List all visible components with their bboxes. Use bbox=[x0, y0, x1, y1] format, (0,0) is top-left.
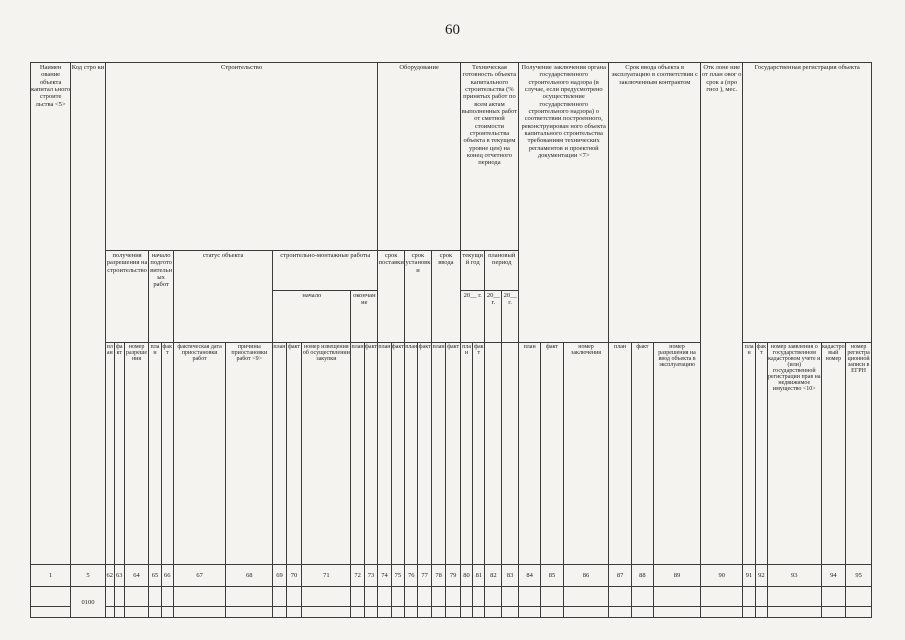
data-cell bbox=[351, 587, 364, 607]
tail-cell bbox=[446, 607, 461, 618]
column-number-cell: 73 bbox=[364, 565, 378, 587]
column-number-cell: 62 bbox=[105, 565, 114, 587]
column-number-cell: 95 bbox=[846, 565, 872, 587]
data-cell bbox=[563, 587, 609, 607]
column-number-cell: 90 bbox=[700, 565, 742, 587]
leaf-commissioning-plan: план bbox=[609, 343, 631, 565]
leaf-registration-fact: факт bbox=[755, 343, 767, 565]
data-cell bbox=[541, 587, 563, 607]
header-object-status: статус объекта bbox=[173, 251, 272, 343]
column-number-cell: 64 bbox=[124, 565, 149, 587]
leaf-delivery-fact: факт bbox=[391, 343, 404, 565]
header-row-code: Код стро ки bbox=[71, 63, 106, 565]
data-cell bbox=[31, 587, 71, 607]
column-number-cell: 92 bbox=[755, 565, 767, 587]
leaf-eq-commission-plan: план bbox=[431, 343, 446, 565]
data-cell bbox=[485, 587, 502, 607]
report-table bbox=[30, 62, 872, 618]
column-number-cell: 70 bbox=[286, 565, 302, 587]
leaf-works-start-fact: факт bbox=[286, 343, 302, 565]
header-installation-term: срок установки bbox=[405, 251, 432, 343]
tail-cell bbox=[302, 607, 351, 618]
header-current-year: текущий год bbox=[460, 251, 485, 291]
leaf-permit-fact: факт bbox=[114, 343, 124, 565]
column-number-cell: 94 bbox=[821, 565, 846, 587]
data-cell bbox=[821, 587, 846, 607]
tail-cell bbox=[502, 607, 519, 618]
tail-cell bbox=[226, 607, 273, 618]
tail-cell bbox=[609, 607, 631, 618]
column-number-cell: 91 bbox=[743, 565, 755, 587]
data-cell bbox=[502, 587, 519, 607]
column-number-cell: 67 bbox=[173, 565, 225, 587]
tail-cell bbox=[149, 607, 161, 618]
column-number-cell: 74 bbox=[378, 565, 391, 587]
data-cell bbox=[609, 587, 631, 607]
column-number-cell: 88 bbox=[631, 565, 653, 587]
leaf-permit-number: номер разрешения bbox=[124, 343, 149, 565]
column-number-cell: 80 bbox=[460, 565, 472, 587]
column-number-cell: 83 bbox=[502, 565, 519, 587]
column-number-cell: 65 bbox=[149, 565, 161, 587]
data-cell bbox=[846, 587, 872, 607]
column-number-cell: 63 bbox=[114, 565, 124, 587]
leaf-current-year-fact: факт bbox=[473, 343, 485, 565]
leaf-conclusion-fact: факт bbox=[541, 343, 563, 565]
data-cell bbox=[173, 587, 225, 607]
data-cell bbox=[767, 587, 821, 607]
column-number-cell: 76 bbox=[405, 565, 418, 587]
leaf-permit-plan: план bbox=[105, 343, 114, 565]
data-cell bbox=[105, 587, 114, 607]
column-number-cell: 86 bbox=[563, 565, 609, 587]
leaf-works-end-plan: план bbox=[351, 343, 364, 565]
tail-cell bbox=[654, 607, 701, 618]
header-construction: Строительство bbox=[105, 63, 377, 251]
header-technical-readiness: Техническая готовность объекта капитального строительства (% принятых работ по всем актам выполненных работ от сметной стоимости строительства объекта в текущем уровне цен) на конец отчетного периода bbox=[460, 63, 518, 251]
data-cell bbox=[654, 587, 701, 607]
tail-cell bbox=[541, 607, 563, 618]
tail-cell bbox=[391, 607, 404, 618]
data-cell bbox=[518, 587, 540, 607]
leaf-current-year-plan: план bbox=[460, 343, 472, 565]
data-cell bbox=[700, 587, 742, 607]
year-planned-1: 20__ г. bbox=[485, 291, 502, 343]
data-cell bbox=[161, 587, 173, 607]
column-number-cell: 69 bbox=[273, 565, 286, 587]
data-cell bbox=[226, 587, 273, 607]
leaf-works-end-fact: факт bbox=[364, 343, 378, 565]
header-object-name: Наимен ование объекта капитал ьного строите льства <5> bbox=[31, 63, 71, 565]
leaf-conclusion-number: номер заключения bbox=[563, 343, 609, 565]
leaf-eq-commission-fact: факт bbox=[446, 343, 461, 565]
tail-cell bbox=[405, 607, 418, 618]
data-cell bbox=[378, 587, 391, 607]
column-number-cell: 77 bbox=[418, 565, 431, 587]
data-cell bbox=[755, 587, 767, 607]
column-number-cell: 1 bbox=[31, 565, 71, 587]
tail-cell bbox=[273, 607, 286, 618]
leaf-cadastral-number: кадастровый номер bbox=[821, 343, 846, 565]
header-state-registration: Государственная регистрация объекта bbox=[743, 63, 872, 343]
tail-cell bbox=[755, 607, 767, 618]
header-preparatory-works: начало подготовительных работ bbox=[149, 251, 174, 343]
data-cell bbox=[405, 587, 418, 607]
form-sheet bbox=[30, 62, 872, 617]
leaf-install-fact: факт bbox=[418, 343, 431, 565]
data-cell bbox=[473, 587, 485, 607]
tail-row bbox=[31, 607, 872, 618]
leaf-prep-fact: факт bbox=[161, 343, 173, 565]
tail-cell bbox=[767, 607, 821, 618]
data-cell bbox=[124, 587, 149, 607]
data-cell bbox=[743, 587, 755, 607]
data-cell bbox=[446, 587, 461, 607]
leaf-commissioning-permit-number: номер разрешения на ввод объекта в эксплуатацию bbox=[654, 343, 701, 565]
leaf-procurement-notice: номер извещения об осуществлении закупки bbox=[302, 343, 351, 565]
data-cell bbox=[631, 587, 653, 607]
tail-cell bbox=[846, 607, 872, 618]
tail-cell bbox=[821, 607, 846, 618]
leaf-planned-year-1 bbox=[485, 343, 502, 565]
tail-cell bbox=[460, 607, 472, 618]
leaf-prep-plan: план bbox=[149, 343, 161, 565]
header-commissioning-term: Срок ввода объекта в эксплуатацию в соответствии с заключенным контрактом bbox=[609, 63, 701, 343]
column-number-cell: 84 bbox=[518, 565, 540, 587]
leaf-egrn-number: номер регистрационной записи в ЕГРН bbox=[846, 343, 872, 565]
data-cell bbox=[431, 587, 446, 607]
column-number-cell: 85 bbox=[541, 565, 563, 587]
tail-cell bbox=[378, 607, 391, 618]
column-number-cell: 89 bbox=[654, 565, 701, 587]
column-number-cell: 82 bbox=[485, 565, 502, 587]
header-deviation: Отк лоне ние от план овог о срок а (про гноз ), мес. bbox=[700, 63, 742, 565]
data-cell bbox=[286, 587, 302, 607]
tail-cell bbox=[114, 607, 124, 618]
header-works-start: начало bbox=[273, 291, 351, 343]
header-delivery-term: срок поставки bbox=[378, 251, 405, 343]
data-cell bbox=[149, 587, 161, 607]
header-works-end: окончание bbox=[351, 291, 378, 343]
column-number-cell: 87 bbox=[609, 565, 631, 587]
column-number-cell: 78 bbox=[431, 565, 446, 587]
leaf-application-number: номер заявления о государственном кадастровом учете и (или) государственной регистрации прав на недвижимое имущество <10> bbox=[767, 343, 821, 565]
data-cell bbox=[114, 587, 124, 607]
data-cell bbox=[364, 587, 378, 607]
leaf-commissioning-fact: факт bbox=[631, 343, 653, 565]
tail-cell bbox=[364, 607, 378, 618]
column-number-cell: 66 bbox=[161, 565, 173, 587]
year-current: 20__ г. bbox=[460, 291, 485, 343]
year-planned-2: 20__ г. bbox=[502, 291, 519, 343]
data-cell bbox=[302, 587, 351, 607]
tail-cell bbox=[518, 607, 540, 618]
data-cell bbox=[418, 587, 431, 607]
tail-cell bbox=[105, 607, 114, 618]
data-row bbox=[31, 587, 872, 607]
leaf-conclusion-plan: план bbox=[518, 343, 540, 565]
header-supervision-conclusion: Получение заключения органа государственного строительного надзора (в случае, если предусмотрено осуществление государственного строительного надзора) о соответствии построенного, реконструирован ного объекта капитального строительства требованиям технических регламентов и проектной документации <7> bbox=[518, 63, 608, 343]
page-number: 60 bbox=[445, 22, 460, 38]
header-permit: получения разрешения на строительство bbox=[105, 251, 149, 343]
column-number-cell: 5 bbox=[71, 565, 106, 587]
column-number-cell: 81 bbox=[473, 565, 485, 587]
tail-cell bbox=[700, 607, 742, 618]
tail-cell bbox=[431, 607, 446, 618]
column-number-cell: 71 bbox=[302, 565, 351, 587]
data-cell bbox=[460, 587, 472, 607]
column-number-row bbox=[31, 565, 872, 587]
header-construction-works: строительно-монтажные работы bbox=[273, 251, 378, 291]
tail-cell bbox=[418, 607, 431, 618]
leaf-registration-plan: план bbox=[743, 343, 755, 565]
header-planned-period: плановый период bbox=[485, 251, 519, 291]
tail-cell bbox=[351, 607, 364, 618]
column-number-cell: 79 bbox=[446, 565, 461, 587]
tail-cell bbox=[286, 607, 302, 618]
leaf-delivery-plan: план bbox=[378, 343, 391, 565]
leaf-install-plan: план bbox=[405, 343, 418, 565]
tail-cell bbox=[173, 607, 225, 618]
leaf-suspension-reasons: причины приостановки работ <9> bbox=[226, 343, 273, 565]
tail-cell bbox=[124, 607, 149, 618]
header-equipment-commissioning: срок ввода bbox=[431, 251, 460, 343]
column-number-cell: 72 bbox=[351, 565, 364, 587]
leaf-suspension-date: фактическая дата приостановки работ bbox=[173, 343, 225, 565]
tail-cell bbox=[485, 607, 502, 618]
column-number-cell: 93 bbox=[767, 565, 821, 587]
tail-cell bbox=[161, 607, 173, 618]
header-equipment: Оборудование bbox=[378, 63, 461, 251]
tail-cell bbox=[31, 607, 71, 618]
data-cell bbox=[391, 587, 404, 607]
data-cell bbox=[273, 587, 286, 607]
tail-cell bbox=[473, 607, 485, 618]
tail-cell bbox=[563, 607, 609, 618]
row-code-cell: 0100 bbox=[71, 587, 106, 618]
tail-cell bbox=[743, 607, 755, 618]
tail-cell bbox=[631, 607, 653, 618]
column-number-cell: 68 bbox=[226, 565, 273, 587]
leaf-planned-year-2 bbox=[502, 343, 519, 565]
column-number-cell: 75 bbox=[391, 565, 404, 587]
leaf-works-start-plan: план bbox=[273, 343, 286, 565]
